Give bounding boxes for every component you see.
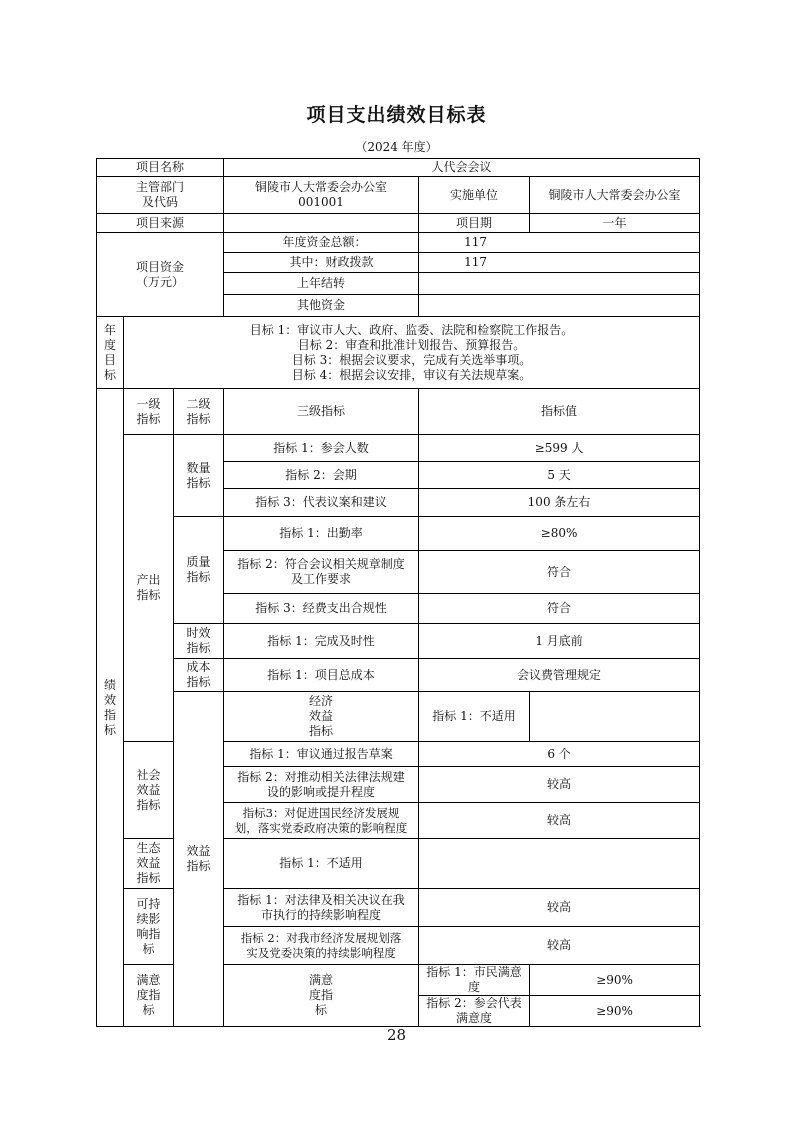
funds-label: [97, 233, 224, 317]
source-value: [224, 214, 419, 233]
indicator-value: ≥599 人: [419, 435, 700, 462]
indicator-value: 5 天: [419, 462, 700, 489]
perf-label: [97, 389, 124, 1027]
indicator-value: 符合: [419, 551, 700, 594]
funds-row-label: 其他资金: [224, 295, 419, 317]
ecological-label: [124, 839, 174, 889]
header-l3: 三级指标: [224, 389, 419, 435]
dept-label-text: 主管部门 及代码: [136, 180, 185, 209]
impl-label: 实施单位: [419, 177, 530, 214]
quality-label-text: 质量 指标: [186, 555, 211, 584]
perf-label-text: 绩 效 指 标: [103, 677, 116, 737]
indicator-value: [419, 839, 700, 889]
cost-label-text: 成本 指标: [186, 660, 211, 689]
indicator-name: 指标 1：出勤率: [224, 517, 419, 551]
output-label-text: 产出 指标: [136, 573, 161, 602]
indicator-name: 指标 1：不适用: [224, 839, 419, 889]
satisfaction-label-text: 满意 度指 标: [136, 973, 161, 1017]
indicator-value: 较高: [419, 927, 700, 965]
funds-label-text: 项目资金 （万元）: [136, 259, 185, 289]
indicator-name: [224, 551, 419, 594]
satisfaction-sub-label-text: 满意 度指 标: [309, 973, 334, 1017]
indicator-name: 指标 1：市民满意度: [419, 965, 530, 996]
goals-label-text: 年 度 目 标: [103, 322, 116, 382]
funds-row-label: 年度资金总额：: [224, 233, 419, 253]
indicator-value: 1 月底前: [419, 624, 700, 659]
funds-row-value: [419, 295, 700, 317]
sustainable-label: [124, 889, 174, 965]
project-name-value: 人代会会议: [224, 159, 700, 177]
goals-list: [124, 317, 700, 389]
project-name-label: 项目名称: [97, 159, 224, 177]
indicator-value: 符合: [419, 594, 700, 624]
indicator-name: 指标 1：审议通过报告草案: [224, 742, 419, 767]
indicator-value: 会议费管理规定: [419, 659, 700, 692]
indicator-value: ≥90%: [530, 996, 700, 1027]
indicator-name: 指标 2：参会代表满意度: [419, 996, 530, 1027]
funds-row-value: 117: [419, 233, 700, 253]
performance-target-table: [96, 158, 700, 1027]
funds-row-value: [419, 273, 700, 295]
indicator-name-text: 指标 2：对我市经济发展规划落 实及党委决策的持续影响程度: [240, 930, 402, 960]
social-label: [124, 742, 174, 839]
output-label: [124, 435, 174, 742]
indicator-value: ≥80%: [419, 517, 700, 551]
timeliness-label-text: 时效 指标: [186, 626, 211, 655]
indicator-value: ≥90%: [530, 965, 700, 996]
indicator-name: 指标 1：参会人数: [224, 435, 419, 462]
source-label: 项目来源: [97, 214, 224, 233]
header-l1-text: 一级 指标: [136, 396, 161, 426]
economic-label-text: 经济 效益 指标: [309, 694, 334, 738]
benefit-label-text: 效益 指标: [186, 844, 211, 873]
quantity-label-text: 数量 指标: [186, 460, 211, 490]
goals-label: [97, 317, 124, 389]
goal-item: 目标 3：根据会议要求，完成有关选举事项。: [291, 352, 532, 367]
indicator-name: 指标 2：会期: [224, 462, 419, 489]
indicator-name-text: 指标 2：对推动相关法律法规建 设的影响或提升程度: [237, 769, 405, 799]
indicator-name: 指标 3：经费支出合规性: [224, 594, 419, 624]
indicator-value: [530, 692, 700, 742]
period-value: 一年: [530, 214, 700, 233]
indicator-name-text: 指标 2：符合会议相关规章制度 及工作要求: [237, 557, 405, 586]
quantity-label: [174, 435, 224, 517]
goal-item: 目标 1：审议市人大、政府、监委、法院和检察院工作报告。: [249, 322, 574, 337]
indicator-name-text: 指标 1：对法律及相关决议在我 市执行的持续影响程度: [237, 892, 405, 922]
ecological-label-text: 生态 效益 指标: [136, 841, 161, 885]
indicator-name: [224, 927, 419, 965]
cost-label: [174, 659, 224, 692]
funds-row-value: 117: [419, 253, 700, 273]
header-l2-text: 二级 指标: [186, 396, 211, 426]
indicator-name: 指标 1：完成及时性: [224, 624, 419, 659]
social-label-text: 社会 效益 指标: [136, 767, 161, 812]
benefit-label: [174, 692, 224, 1027]
indicator-name: 指标 1：项目总成本: [224, 659, 419, 692]
indicator-name: [224, 767, 419, 803]
goal-item: 目标 4：根据会议安排，审议有关法规草案。: [291, 367, 532, 382]
dept-label: [97, 177, 224, 214]
funds-row-label: 上年结转: [224, 273, 419, 295]
indicator-value: 6 个: [419, 742, 700, 767]
page-title: 项目支出绩效目标表: [306, 104, 487, 126]
quality-label: [174, 517, 224, 624]
indicator-value: 较高: [419, 767, 700, 803]
indicator-name-text: 指标3：对促进国民经济发展规 划，落实党委政府决策的影响程度: [234, 805, 408, 835]
indicator-value: 较高: [419, 803, 700, 839]
economic-label: [224, 692, 419, 742]
header-l1: [124, 389, 174, 435]
period-label: 项目期: [419, 214, 530, 233]
year-label: （2024 年度）: [355, 140, 438, 154]
indicator-value: 较高: [419, 889, 700, 927]
dept-value: [224, 177, 419, 214]
header-l2: [174, 389, 224, 435]
indicator-name: [224, 803, 419, 839]
indicator-name: 指标 1：不适用: [419, 692, 530, 742]
header-value: 指标值: [419, 389, 700, 435]
indicator-name: 指标 3：代表议案和建议: [224, 489, 419, 517]
page-number: 28: [386, 1026, 407, 1044]
goal-item: 目标 2：审查和批准计划报告、预算报告。: [297, 337, 526, 352]
timeliness-label: [174, 624, 224, 659]
dept-value-text: 铜陵市人大常委会办公室 001001: [255, 180, 388, 209]
satisfaction-sub-label: [224, 965, 419, 1027]
satisfaction-label: [124, 965, 174, 1027]
sustainable-label-text: 可持 续影 响指 标: [136, 896, 161, 956]
impl-value: 铜陵市人大常委会办公室: [530, 177, 700, 214]
indicator-name: [224, 889, 419, 927]
funds-row-label: 其中：财政拨款: [224, 253, 419, 273]
indicator-value: 100 条左右: [419, 489, 700, 517]
